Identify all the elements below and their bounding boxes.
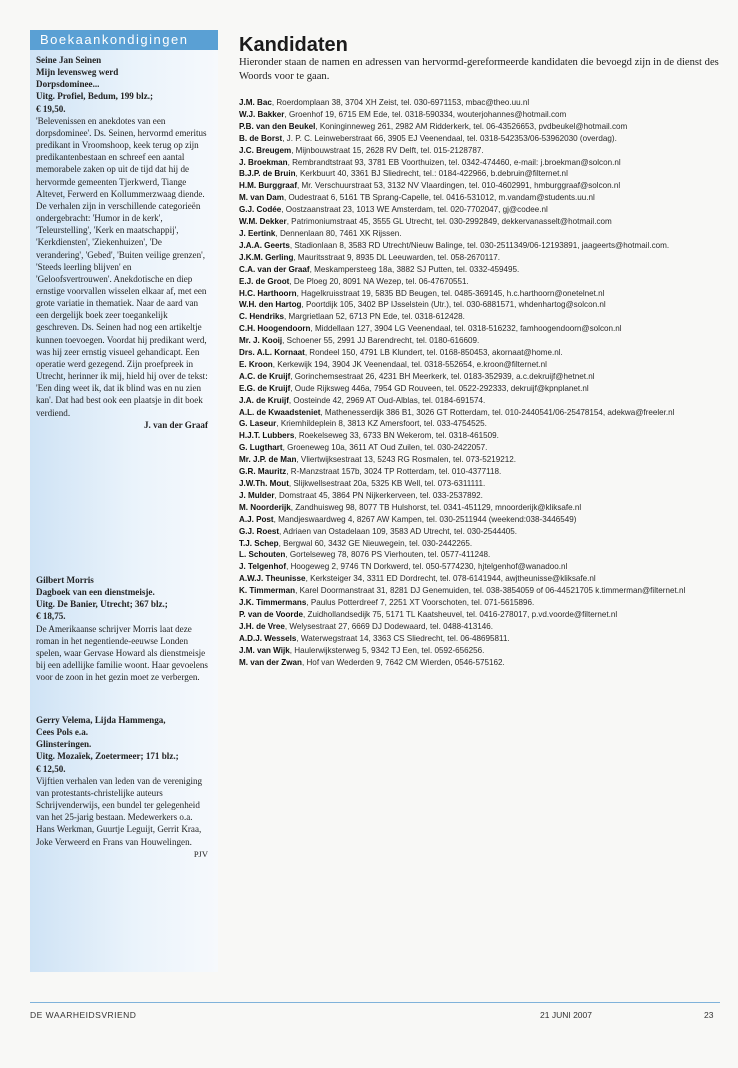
candidate-name: A.J. Post xyxy=(239,514,274,524)
candidate-details: , Bergwal 60, 3432 GE Nieuwegein, tel. 030-2442265. xyxy=(278,538,473,548)
candidate-name: L. Schouten xyxy=(239,550,286,560)
candidate-list xyxy=(239,97,723,669)
candidate-name: G.R. Mauritz xyxy=(239,467,287,477)
candidate-details: , Mr. Verschuurstraat 53, 3132 NV Vlaardingen, tel. 010-4602991, hmburggraaf@solcon.nl xyxy=(297,181,621,191)
candidate-entry xyxy=(239,288,723,300)
book-review-3 xyxy=(36,714,208,860)
review-price: € 19,50. xyxy=(36,103,66,114)
candidate-entry xyxy=(239,573,723,585)
candidate-name: G.J. Codée xyxy=(239,205,282,215)
candidate-name: W.J. Bakker xyxy=(239,109,285,119)
review-publisher: Uitg. De Banier, Utrecht; 367 blz.; xyxy=(36,599,168,610)
review-title-line: Dagboek van een dienstmeisje. xyxy=(36,587,155,598)
candidate-entry xyxy=(239,466,723,478)
candidate-entry xyxy=(239,395,723,407)
candidate-name: J.W.Th. Mout xyxy=(239,479,289,488)
review-body: 'Belevenissen en anekdotes van een dorpsdominee'. Ds. Seinen, hervormd emeritus predikant in Vroomshoop, keek terug op zijn predikantenbestaan en schreef een aantal memorabele zaken op uit de tijd dat hij de hervormde gemeenten Tjerkwerd, Tiange Altevet, Ferwerd en Kollummerzwaag diende. De verhalen zijn in verschillende categorieën ondergebracht: 'Humor in de kerk', 'Teleurstelling', 'Kerk en maatschappij', 'Kerkdiensten', 'Ziekenhuizen', 'De verandering', 'Gebed', 'Buiten veilige grenzen', 'Steeds leerling blijven' en 'Geloofsvertrouwen'. Anekdotische en diep ernstige voorvallen wisselen elkaar af, met een grote variatie in thematiek. Naar de aard van een dergelijk boek zeer toegankelijk geschreven. Ds. Seinen had nog een artikeltje kunnen toevoegen. Voordat hij predikant werd, was hij zeer ernstig visueel gehandicapt. Een operatie werd gezegend. Zijn proefpreek in Utrecht, herinner ik mij, hield hij over de tekst: 'Een ding weet ik, dat ik blind was en nu zien kan'. Dat had best ook een plaatsje in dit boek verdiend. xyxy=(36,115,208,418)
candidate-details: , Vliertwijksestraat 13, 5243 RG Rosmalen, tel. 073-5219212. xyxy=(296,455,516,465)
candidate-name: G. Laseur xyxy=(239,419,277,429)
review-initials: PJV xyxy=(193,848,208,859)
candidate-entry xyxy=(239,585,723,597)
candidate-details: , Groenhof 19, 6715 EM Ede, tel. 0318-590334, wouterjohannes@hotmail.com xyxy=(284,109,567,119)
candidate-name: W.H. den Hartog xyxy=(239,300,302,310)
book-review-1 xyxy=(36,54,208,431)
review-title-line: Cees Pols e.a. xyxy=(36,727,89,738)
candidate-name: M. van Dam xyxy=(239,193,284,203)
candidate-name: C. Hendriks xyxy=(239,312,284,322)
candidate-name: H.J.T. Lubbers xyxy=(239,431,295,441)
candidate-name: J.K.M. Gerling xyxy=(239,252,294,262)
candidate-details: , Gorinchemsestraat 26, 4231 BH Meerkerk, tel. 0183-352939, a.c.dekruijf@hetnet.nl xyxy=(290,371,595,381)
candidate-entry xyxy=(239,418,723,430)
candidate-name: T.J. Schep xyxy=(239,538,279,548)
candidate-details: , Kerkbuurt 40, 3361 BJ Sliedrecht, tel.: 0184-422966, b.debruin@filternet.nl xyxy=(295,169,568,179)
candidate-entry xyxy=(239,180,723,192)
candidate-details: , Haulerwijksterweg 5, 9342 TJ Een, tel. 0592-656256. xyxy=(289,645,485,655)
candidate-name: B.J.P. de Bruin xyxy=(239,169,296,179)
candidate-name: A.C. de Kruijf xyxy=(239,371,291,381)
candidate-name: Mr. J.P. de Man xyxy=(239,455,297,465)
candidate-name: B. de Borst xyxy=(239,133,283,143)
candidate-details: , Slijkwellsestraat 20a, 5325 KB Well, tel. 073-6311111. xyxy=(288,479,486,488)
candidate-entry xyxy=(239,323,723,335)
candidate-name: J.M. van Wijk xyxy=(239,645,290,655)
candidate-entry xyxy=(239,371,723,383)
candidate-details: , Paulus Potterdreef 7, 2251 XT Voorschoten, tel. 071-5615896. xyxy=(306,598,535,608)
candidate-entry xyxy=(239,168,723,180)
candidate-name: J. Mulder xyxy=(239,490,275,500)
candidate-details: , Mandjeswaardweg 4, 8267 AW Kampen, tel. 030-2511944 (weekend:038-3446549) xyxy=(273,514,577,524)
candidate-entry xyxy=(239,121,723,133)
candidate-details: , Hagelkruisstraat 19, 5835 BD Beugen, tel. 0485-369145, h.c.harthoorn@onetelnet.nl xyxy=(296,288,605,298)
candidate-details: , Adriaen van Ostadelaan 109, 3583 AD Utrecht, tel. 030-2544405. xyxy=(279,526,518,536)
candidate-details: , Groeneweg 10a, 3611 AT Oud Zuilen, tel. 030-2422057. xyxy=(282,443,488,453)
candidate-details: , J. P. C. Leinweberstraat 66, 3905 EJ Veenendaal, tel. 0318-542353/06-53962030 (overdag). xyxy=(282,133,617,143)
candidate-entry xyxy=(239,561,723,573)
candidate-name: G.J. Roest xyxy=(239,526,280,536)
candidate-name: J.A.A. Geerts xyxy=(239,240,290,250)
candidate-entry xyxy=(239,264,723,276)
review-title-line: Seine Jan Seinen xyxy=(36,55,102,65)
candidate-details: , Dennenlaan 80, 7461 XK Rijssen. xyxy=(275,228,402,238)
candidate-details: , Schoener 55, 2991 JJ Barendrecht, tel. 0180-616609. xyxy=(282,336,480,346)
book-review-2 xyxy=(36,574,208,683)
candidate-name: E.G. de Kruijf xyxy=(239,383,291,393)
candidate-details: , De Ploeg 20, 8091 NA Wezep, tel. 06-47670551. xyxy=(289,276,469,286)
page-title: Kandidaten xyxy=(239,34,348,56)
candidate-name: K. Timmerman xyxy=(239,586,296,596)
candidate-name: P. van de Voorde xyxy=(239,609,304,619)
candidate-entry xyxy=(239,633,723,645)
candidate-entry xyxy=(239,526,723,538)
candidate-entry xyxy=(239,335,723,347)
candidate-entry xyxy=(239,454,723,466)
candidate-details: , Margrietlaan 52, 6713 PN Ede, tel. 0318-612428. xyxy=(283,312,465,322)
candidate-entry xyxy=(239,157,723,169)
candidate-details: , Kriemhildeplein 8, 3813 KZ Amersfoort, tel. 033-4754525. xyxy=(276,419,487,429)
candidate-entry xyxy=(239,549,723,561)
candidate-entry xyxy=(239,597,723,609)
candidate-entry xyxy=(239,252,723,264)
candidate-details: , Oudestraat 6, 5161 TB Sprang-Capelle, tel. 0416-531012, m.vandam@students.uu.nl xyxy=(283,193,595,203)
candidate-details: , Hoogeweg 2, 9746 TN Dorkwerd, tel. 050-5774230, hjtelgenhof@wanadoo.nl xyxy=(286,562,568,572)
review-price: € 18,75. xyxy=(36,611,66,622)
candidate-details: , Welysestraat 27, 6669 DJ Dodewaard, tel. 0488-413146. xyxy=(284,621,494,631)
candidate-entry xyxy=(239,228,723,240)
candidate-entry xyxy=(239,442,723,454)
candidate-entry xyxy=(239,609,723,621)
candidate-details: , Domstraat 45, 3864 PN Nijkerkerveen, tel. 033-2537892. xyxy=(274,490,483,500)
candidate-details: , Hof van Wederden 9, 7642 CM Wierden, 0546-575162. xyxy=(301,657,505,667)
candidate-details: , Middellaan 127, 3904 LG Veenendaal, tel. 0318-516232, famhoogendoorn@solcon.nl xyxy=(310,324,622,334)
candidate-details: , Zandhuisweg 98, 8077 TB Hulshorst, tel. 0341-451129, mnoorderijk@kliksafe.nl xyxy=(290,502,582,512)
candidate-name: H.M. Burggraaf xyxy=(239,181,298,191)
candidate-details: , Oude Rijksweg 446a, 7954 GD Rouveen, tel. 0522-292333, dekruijf@kpnplanet.nl xyxy=(290,383,589,393)
page-number: 23 xyxy=(704,1010,714,1020)
candidate-entry xyxy=(239,514,723,526)
candidate-name: Mr. J. Kooij xyxy=(239,336,283,346)
review-title-line: Dorpsdominee... xyxy=(36,79,100,90)
candidate-entry xyxy=(239,621,723,633)
candidate-name: J.A. de Kruijf xyxy=(239,395,289,405)
intro-text: Hieronder staan de namen en adressen van hervormd-gereformeerde kandidaten die bevoegd zijn in de dienst des Woords voor te gaan. xyxy=(239,57,719,82)
review-title-line: Glinsteringen. xyxy=(36,739,92,750)
candidate-name: A.L. de Kwaadsteniet xyxy=(239,407,321,417)
candidate-entry xyxy=(239,430,723,442)
candidate-entry xyxy=(239,133,723,145)
candidate-details: , Poortdijk 105, 3402 BP IJsselstein (Utr.), tel. 030-6881571, whdenhartog@solcon.nl xyxy=(301,300,606,310)
candidate-name: J. Telgenhof xyxy=(239,562,287,572)
candidate-entry xyxy=(239,538,723,550)
candidate-entry xyxy=(239,109,723,121)
candidate-name: H.C. Harthoorn xyxy=(239,288,297,298)
candidate-name: E.J. de Groot xyxy=(239,276,290,286)
candidate-details: , Stadionlaan 8, 3583 RD Utrecht/Nieuw Balinge, tel. 030-2511349/06-12193891, jaageerts@hotmail.com. xyxy=(289,240,670,250)
review-title-line: Gerry Velema, Lijda Hammenga, xyxy=(36,715,166,725)
candidate-details: , Mathenesserdijk 386 B1, 3026 GT Rotterdam, tel. 010-2440541/06-25478154, adekwa@freeler.nl xyxy=(320,407,675,417)
candidate-name: Drs. A.L. Kornaat xyxy=(239,348,305,358)
candidate-name: J. Eertink xyxy=(239,228,276,238)
footer-date: 21 JUNI 2007 xyxy=(540,1010,592,1020)
candidate-name: J. Broekman xyxy=(239,157,288,167)
candidate-entry xyxy=(239,192,723,204)
candidate-entry xyxy=(239,347,723,359)
candidate-details: , Gortelseweg 78, 8076 PS Vierhouten, tel. 0577-411248. xyxy=(285,550,491,560)
footer-divider xyxy=(30,1002,720,1003)
candidate-name: W.M. Dekker xyxy=(239,217,287,227)
sidebar-header: Boekaankondigingen xyxy=(30,30,218,50)
candidate-name: J.M. Bac xyxy=(239,98,272,107)
candidate-name: M. Noorderijk xyxy=(239,502,291,512)
candidate-name: G. Lugthart xyxy=(239,443,283,453)
candidate-name: M. van der Zwan xyxy=(239,657,302,667)
candidate-name: C.A. van der Graaf xyxy=(239,264,310,274)
candidate-entry xyxy=(239,657,723,669)
candidate-details: , Oosteinde 42, 2969 AT Oud-Alblas, tel. 0184-691574. xyxy=(288,395,486,405)
candidate-details: , Waterwegstraat 14, 3363 CS Sliedrecht, tel. 06-48695811. xyxy=(296,633,510,643)
candidate-entry xyxy=(239,407,723,419)
candidate-entry xyxy=(239,216,723,228)
review-price: € 12,50. xyxy=(36,763,66,774)
candidate-entry xyxy=(239,502,723,514)
candidate-entry xyxy=(239,145,723,157)
candidate-name: C.H. Hoogendoorn xyxy=(239,324,311,334)
review-title-line: Gilbert Morris xyxy=(36,575,94,585)
candidate-details: , Rembrandtstraat 93, 3781 EB Voorthuizen, tel. 0342-474460, e-mail: j.broekman@solcon.nl xyxy=(287,157,621,167)
candidate-details: , Patrimoniumstraat 45, 3555 GL Utrecht, tel. 030-2992849, dekkervanasselt@hotmail.com xyxy=(286,217,612,227)
candidate-details: , Karel Doormanstraat 31, 8281 DJ Genemuiden, tel. 038-3854059 of 06-44521705 k.timmerman@filternet.nl xyxy=(295,586,686,596)
candidate-details: , Kerkewijk 194, 3904 JK Veenendaal, tel. 0318-552654, e.kroon@filternet.nl xyxy=(272,359,547,369)
review-publisher: Uitg. Profiel, Bedum, 199 blz.; xyxy=(36,91,154,102)
candidate-details: , Mijnbouwstraat 15, 2628 RV Delft, tel. 015-2128787. xyxy=(291,145,484,155)
candidate-name: A.D.J. Wessels xyxy=(239,633,297,643)
candidate-details: , Zuidhollandsedijk 75, 5171 TL Kaatsheuvel, tel. 0416-278017, p.vd.voorde@filternet.nl xyxy=(303,609,618,619)
review-title-line: Mijn levensweg werd xyxy=(36,67,119,78)
candidate-details: , Koninginneweg 261, 2982 AM Ridderkerk, tel. 06-43526653, pvdbeukel@hotmail.com xyxy=(315,121,628,131)
review-publisher: Uitg. Mozaïek, Zoetermeer; 171 blz.; xyxy=(36,751,179,762)
candidate-name: J.K. Timmermans xyxy=(239,598,307,608)
footer-publication: DE WAARHEIDSVRIEND xyxy=(30,1010,137,1020)
review-signature: J. van der Graaf xyxy=(144,419,208,430)
candidate-name: J.C. Breugem xyxy=(239,145,292,155)
candidate-entry xyxy=(239,490,723,502)
candidate-entry xyxy=(239,204,723,216)
review-body: Vijftien verhalen van leden van de vereniging van protestants-christelijke auteurs Schrijvenderwijs, een bundel ter gelegenheid van het 25-jarig bestaan. Medewerkers o.a. Hans Werkman, Guurtje Leguijt, Gerrit Kraa, Joke Verweerd en Frans van Houwelingen. xyxy=(36,775,203,847)
candidate-entry xyxy=(239,299,723,311)
candidate-details: , Oostzaanstraat 23, 1013 WE Amsterdam, tel. 020-7702047, gj@codee.nl xyxy=(281,205,548,215)
candidate-name: A.W.J. Theunisse xyxy=(239,574,306,584)
candidate-details: , R-Manzstraat 157b, 3024 TP Rotterdam, tel. 010-4377118. xyxy=(286,467,502,477)
candidate-details: , Mauritsstraat 9, 8935 DL Leeuwarden, tel. 058-2670117. xyxy=(293,252,500,262)
candidate-entry xyxy=(239,478,723,490)
candidate-details: , Meskampersteeg 18a, 3882 SJ Putten, tel. 0332-459495. xyxy=(309,264,520,274)
candidate-details: , Roekelseweg 33, 6733 BN Wekerom, tel. 0318-461509. xyxy=(294,431,499,441)
candidate-entry xyxy=(239,311,723,323)
candidate-entry xyxy=(239,383,723,395)
candidate-entry xyxy=(239,240,723,252)
candidate-entry xyxy=(239,359,723,371)
review-body: De Amerikaanse schrijver Morris laat deze roman in het negentiende-eeuwse Londen spelen, waar Gervase Howard als dienstmeisje bij een adellijke familie woont. Haar gevoelens voor de zoon in het gezin moet ze verbergen. xyxy=(36,623,208,683)
candidate-details: , Rondeel 150, 4791 LB Klundert, tel. 0168-850453, akornaat@home.nl. xyxy=(304,348,563,358)
candidate-name: J.H. de Vree xyxy=(239,621,285,631)
candidate-details: , Kerksteiger 34, 3311 ED Dordrecht, tel. 078-6141944, awjtheunisse@kliksafe.nl xyxy=(305,574,596,584)
candidate-name: P.B. van den Beukel xyxy=(239,121,316,131)
candidate-entry xyxy=(239,97,723,109)
candidate-name: E. Kroon xyxy=(239,359,273,369)
candidate-entry xyxy=(239,645,723,657)
candidate-entry xyxy=(239,276,723,288)
candidate-details: , Roerdomplaan 38, 3704 XH Zeist, tel. 030-6971153, mbac@theo.uu.nl xyxy=(271,98,530,107)
